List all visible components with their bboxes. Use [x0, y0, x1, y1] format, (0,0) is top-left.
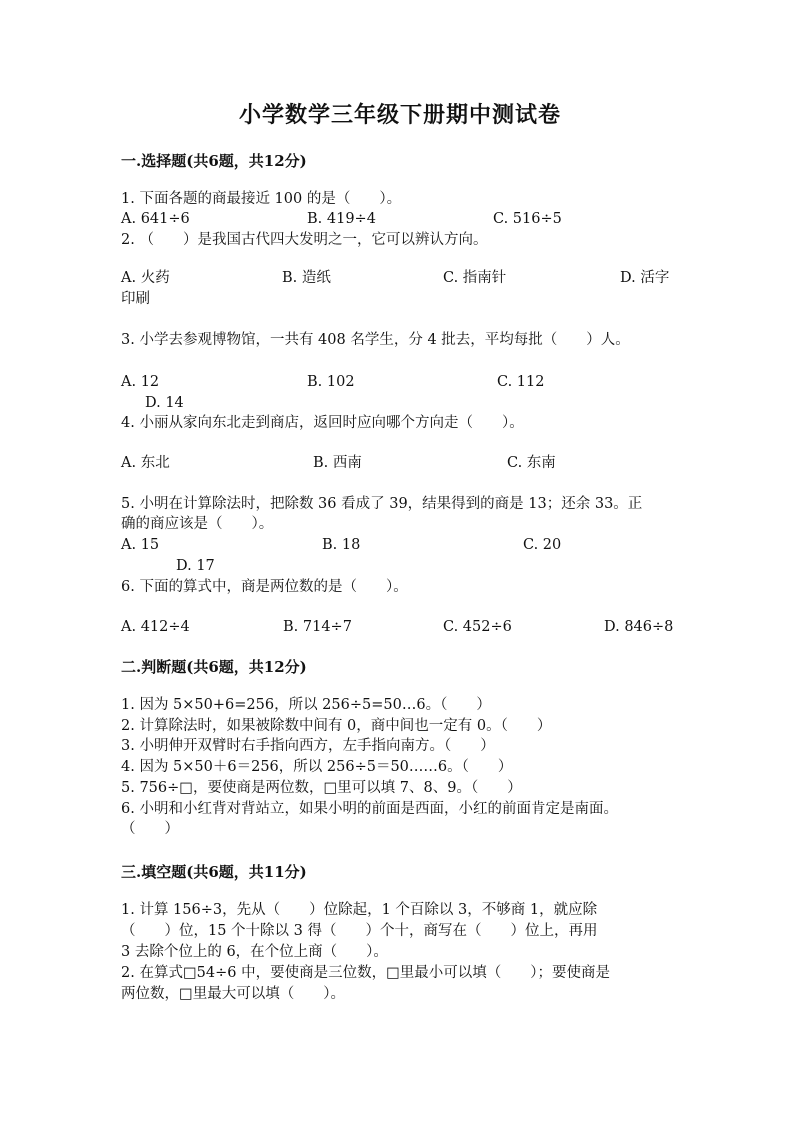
question-1-option-b: B. 419÷4	[307, 211, 376, 227]
section-heading-fill-in: 三.填空题(共6题，共11分)	[121, 863, 307, 881]
question-5-option-d: D. 17	[176, 558, 215, 574]
judgement-line: 3. 小明伸开双臂时右手指向西方，左手指向南方。（ ）	[121, 738, 495, 754]
question-1-stem: 1. 下面各题的商最接近 100 的是（ ）。	[121, 191, 402, 207]
question-5-option-c: C. 20	[523, 537, 562, 553]
fill-in-line: 1. 计算 156÷3，先从（ ）位除起，1 个百除以 3，不够商 1，就应除	[121, 902, 598, 918]
question-6-stem: 6. 下面的算式中，商是两位数的是（ ）。	[121, 579, 408, 595]
question-5-stem-line-1: 5. 小明在计算除法时，把除数 36 看成了 39，结果得到的商是 13；还余 33。正	[121, 496, 643, 512]
question-4-option-a: A. 东北	[121, 455, 170, 471]
judgement-line: 5. 756÷□，要使商是两位数，□里可以填 7、8、9。（ ）	[121, 780, 522, 796]
judgement-line: 2. 计算除法时，如果被除数中间有 0，商中间也一定有 0。（ ）	[121, 718, 552, 734]
fill-in-line: 2. 在算式□54÷6 中，要使商是三位数，□里最小可以填（ ）；要使商是	[121, 965, 611, 981]
judgement-line: 6. 小明和小红背对背站立，如果小明的前面是西面，小红的前面肯定是南面。	[121, 801, 618, 817]
judgement-line: 1. 因为 5×50+6=256，所以 256÷5=50…6。（ ）	[121, 697, 491, 713]
question-3-option-c: C. 112	[497, 374, 545, 390]
fill-in-line: 3 去除个位上的 6，在个位上商（ ）。	[121, 944, 388, 960]
question-2-option-b: B. 造纸	[282, 270, 331, 286]
fill-in-line: 两位数，□里最大可以填（ ）。	[121, 986, 345, 1002]
question-2-option-d: D. 活字	[620, 270, 670, 286]
question-2-option-a: A. 火药	[121, 270, 170, 286]
section-heading-judgement: 二.判断题(共6题，共12分)	[121, 658, 307, 676]
question-2-stem: 2. （ ）是我国古代四大发明之一，它可以辨认方向。	[121, 232, 488, 248]
judgement-line-continuation: （ ）	[121, 821, 179, 837]
page-title: 小学数学三年级下册期中测试卷	[238, 102, 561, 128]
question-3-option-a: A. 12	[121, 374, 160, 390]
question-3-option-b: B. 102	[307, 374, 355, 390]
question-1-option-a: A. 641÷6	[121, 211, 190, 227]
question-5-option-b: B. 18	[322, 537, 361, 553]
judgement-line: 4. 因为 5×50＋6＝256，所以 256÷5＝50……6。（ ）	[121, 759, 513, 775]
question-6-option-b: B. 714÷7	[283, 619, 352, 635]
question-4-stem: 4. 小丽从家向东北走到商店，返回时应向哪个方向走（ ）。	[121, 415, 524, 431]
question-6-option-d: D. 846÷8	[604, 619, 674, 635]
section-heading-choice: 一.选择题(共6题，共12分)	[121, 152, 307, 170]
question-4-option-b: B. 西南	[313, 455, 362, 471]
question-3-option-d: D. 14	[145, 395, 184, 411]
question-2-option-c: C. 指南针	[443, 270, 507, 286]
question-5-option-a: A. 15	[121, 537, 160, 553]
question-6-option-a: A. 412÷4	[121, 619, 190, 635]
fill-in-line: （ ）位，15 个十除以 3 得（ ）个十，商写在（ ）位上，再用	[121, 923, 598, 939]
question-2-option-d-wrap: 印刷	[121, 291, 150, 307]
question-6-option-c: C. 452÷6	[443, 619, 512, 635]
question-5-stem-line-2: 确的商应该是（ ）。	[121, 516, 274, 532]
question-1-option-c: C. 516÷5	[493, 211, 562, 227]
question-3-stem: 3. 小学去参观博物馆，一共有 408 名学生，分 4 批去，平均每批（ ）人。	[121, 332, 630, 348]
question-4-option-c: C. 东南	[507, 455, 556, 471]
